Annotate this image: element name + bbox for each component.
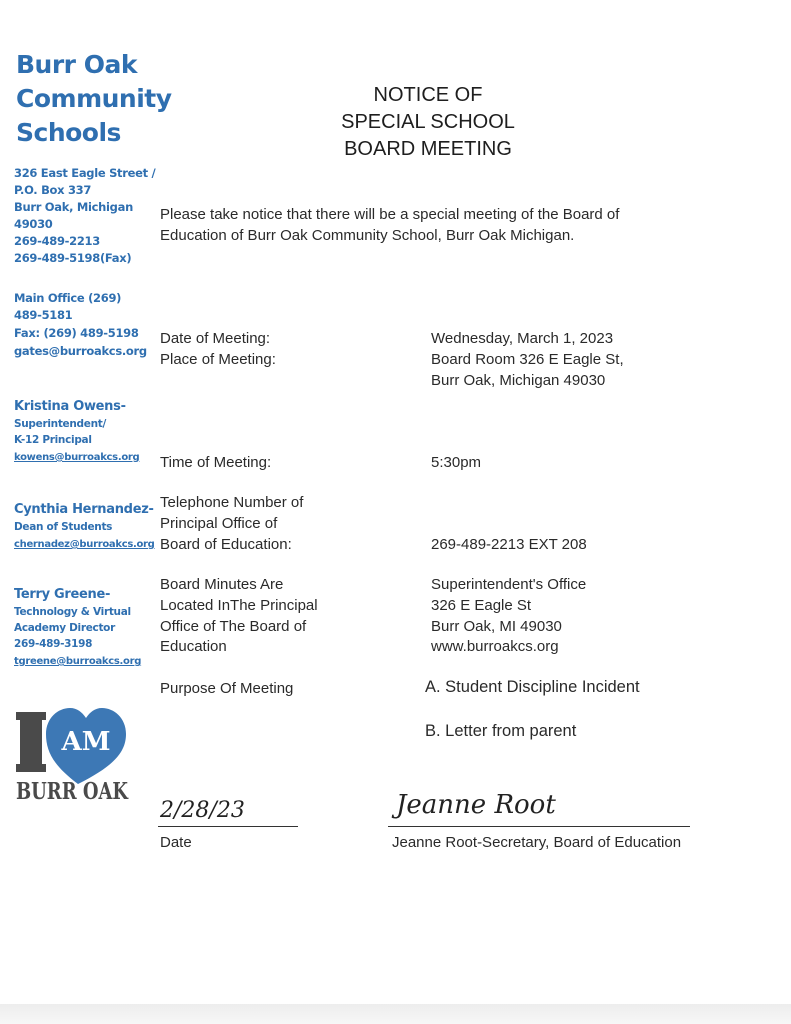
minutes-label-line: Board Minutes Are: [160, 576, 284, 593]
logo-line-3: Schools: [16, 118, 121, 147]
minutes-label-line: Located InThe Principal: [160, 597, 318, 614]
main-office-email: gates@burroakcs.org: [14, 344, 147, 358]
address-line: 49030: [14, 217, 53, 231]
staff-role: K-12 Principal: [14, 434, 92, 446]
minutes-label-line: Education: [160, 638, 227, 655]
logo-line-2: Community: [16, 84, 172, 113]
main-office-line: Fax: (269) 489-5198: [14, 326, 139, 340]
signer-caption: Jeanne Root-Secretary, Board of Education: [392, 834, 682, 851]
letter-i: [20, 712, 42, 772]
staff-email: chernadez@burroakcs.org: [14, 539, 155, 550]
place-label: Place of Meeting:: [160, 351, 276, 368]
date-caption: Date: [160, 834, 192, 851]
place-value-line: Board Room 326 E Eagle St,: [431, 351, 624, 368]
notice-title-line: NOTICE OF: [373, 84, 483, 106]
phone-label-line: Principal Office of: [160, 515, 278, 532]
place-value-line: Burr Oak, Michigan 49030: [431, 372, 606, 389]
phone-label-line: Telephone Number of: [160, 494, 304, 511]
address-line: 326 East Eagle Street /: [14, 166, 156, 180]
staff-name: Terry Greene-: [14, 587, 111, 602]
intro-line: Please take notice that there will be a special meeting of the Board of: [160, 206, 620, 223]
minutes-value-line: Burr Oak, MI 49030: [431, 618, 562, 635]
i-am-burr-oak-emblem: [14, 700, 132, 804]
phone-label-line: Board of Education:: [160, 536, 292, 553]
staff-role: Academy Director: [14, 622, 115, 634]
purpose-label: Purpose Of Meeting: [160, 680, 294, 697]
purpose-item: B. Letter from parent: [425, 722, 577, 740]
date-rule: [158, 826, 298, 827]
phone-value: 269-489-2213 EXT 208: [431, 536, 587, 553]
intro-line: Education of Burr Oak Community School, Burr Oak Michigan.: [160, 227, 575, 244]
notice-title-line: SPECIAL SCHOOL: [341, 111, 515, 133]
minutes-value-line: www.burroakcs.org: [431, 638, 559, 655]
emblem-am: AM: [61, 727, 111, 757]
staff-phone: 269-489-3198: [14, 638, 93, 650]
handwritten-signature: Jeanne Root: [396, 790, 556, 820]
minutes-value-line: Superintendent's Office: [431, 576, 587, 593]
notice-title-line: BOARD MEETING: [344, 138, 512, 160]
time-label: Time of Meeting:: [160, 454, 272, 471]
staff-name: Cynthia Hernandez-: [14, 502, 154, 517]
address-line: P.O. Box 337: [14, 183, 92, 197]
date-value: Wednesday, March 1, 2023: [431, 330, 614, 347]
main-office-line: 489-5181: [14, 308, 73, 322]
staff-email: tgreene@burroakcs.org: [14, 656, 142, 667]
logo-line-1: Burr Oak: [16, 50, 137, 79]
main-office-line: Main Office (269): [14, 291, 122, 305]
staff-email: kowens@burroakcs.org: [14, 452, 140, 463]
scan-footer-band: [0, 1004, 791, 1024]
address-line: 269-489-2213: [14, 234, 100, 248]
address-line: Burr Oak, Michigan: [14, 200, 133, 214]
emblem-burr-oak: BURR OAK: [16, 778, 129, 805]
staff-name: Kristina Owens-: [14, 399, 126, 414]
staff-role: Superintendent/: [14, 418, 107, 430]
time-value: 5:30pm: [431, 454, 482, 471]
staff-role: Technology & Virtual: [14, 606, 131, 618]
handwritten-date: 2/28/23: [160, 798, 245, 823]
date-label: Date of Meeting:: [160, 330, 271, 347]
signature-rule: [388, 826, 690, 827]
purpose-item: A. Student Discipline Incident: [425, 678, 640, 696]
address-line: 269-489-5198(Fax): [14, 251, 132, 265]
minutes-label-line: Office of The Board of: [160, 618, 307, 635]
staff-role: Dean of Students: [14, 521, 113, 533]
minutes-value-line: 326 E Eagle St: [431, 597, 532, 614]
